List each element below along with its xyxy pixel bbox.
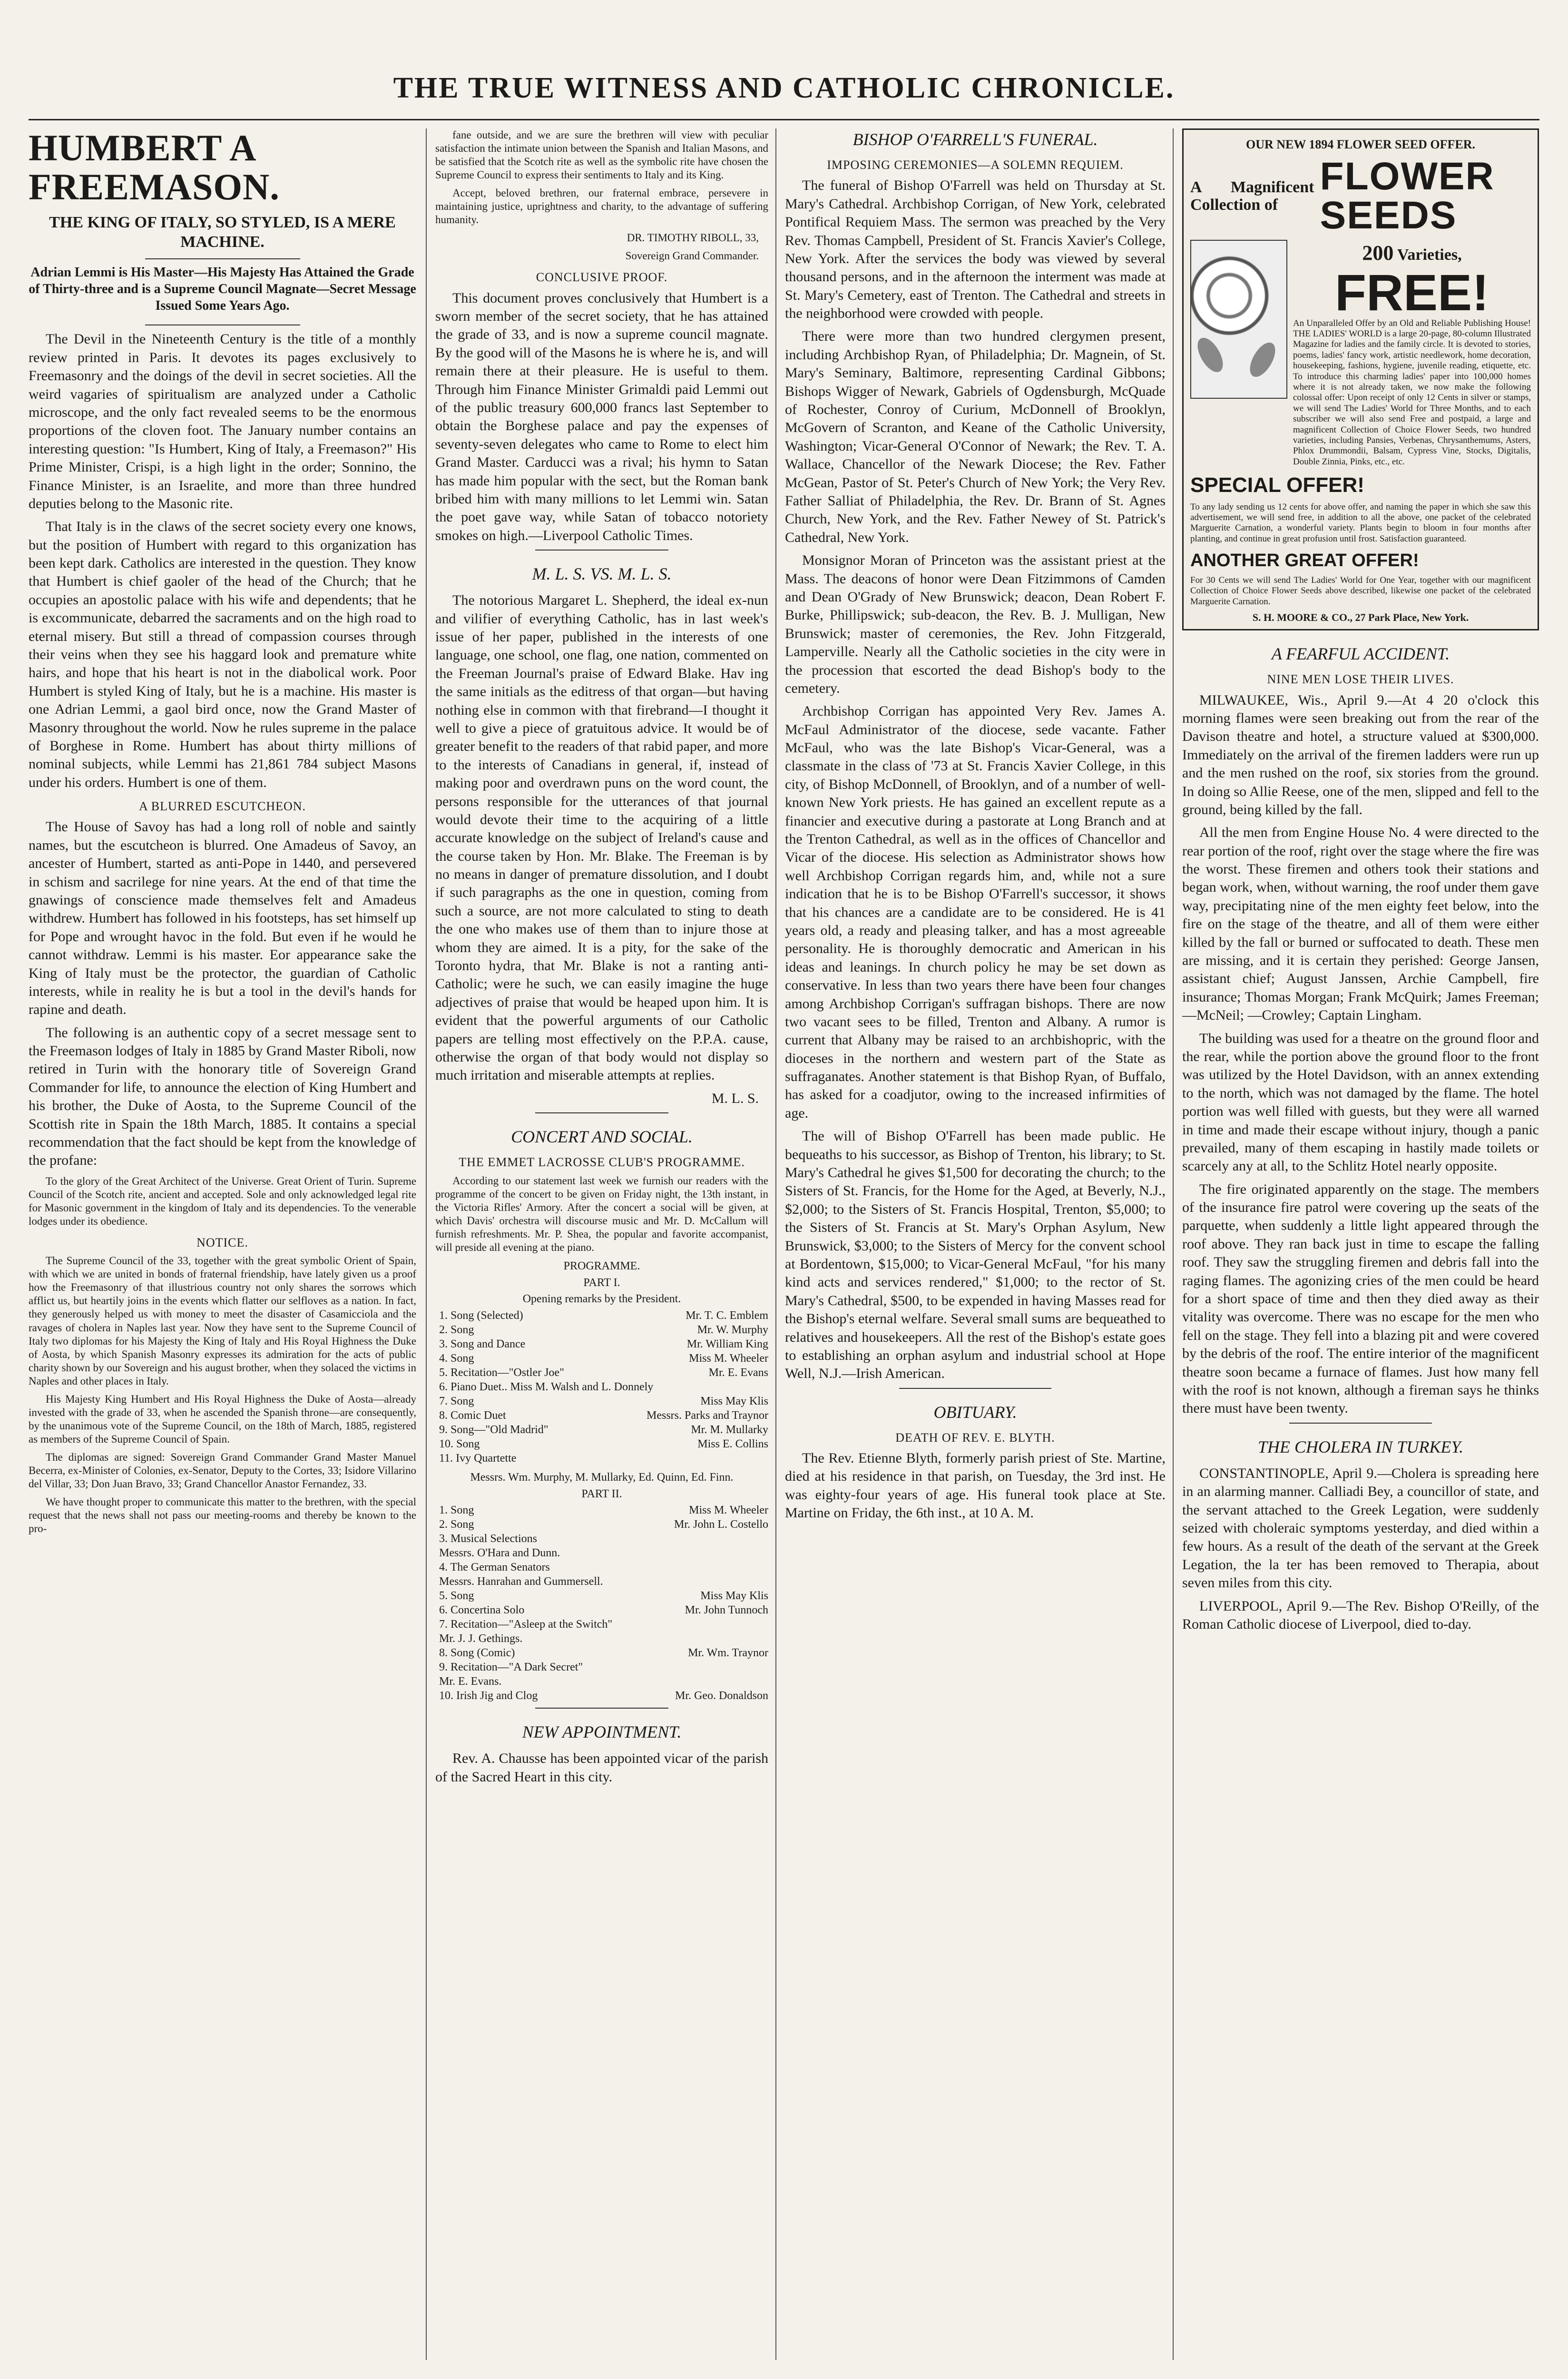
masthead: THE TRUE WITNESS AND CATHOLIC CHRONICLE.	[393, 72, 1175, 104]
article-subheadline: THE KING OF ITALY, SO STYLED, IS A MERE MACHINE.	[49, 213, 396, 251]
masthead-rule	[29, 119, 1539, 120]
programme-item	[439, 1394, 768, 1408]
programme-item	[439, 1689, 768, 1703]
programme-part: PART II.	[581, 1487, 622, 1500]
programme-item-title: 5. Recitation—"Ostler Joe"	[439, 1366, 564, 1379]
programme-item-performer: Messrs. Parks and Traynor	[646, 1409, 768, 1422]
ad-text: To any lady sending us 12 cents for above offer, and naming the paper in which she saw this advertisement, we will send free, in addition to all the above, one packet of the celebrated Marguerite Carnation, a wonderful variety. Plants begin to bloom in four months after planting, and continue in great profusion until frost. Satisfaction guaranteed.	[1190, 501, 1531, 544]
programme-item-title: 8. Comic Duet	[439, 1409, 506, 1422]
section-heading: DEATH OF REV. E. BLYTH.	[895, 1430, 1055, 1445]
programme-item	[439, 1574, 768, 1589]
paragraph: There were more than two hundred clergymen present, including Archbishop Ryan, of Philadelphia; Dr. Magnein, of St. Mary's Seminary, Baltimore, representing Cardinal Gibbons; Bishops Wigger of Newark, Gabriels of Ogdensburgh, McQuade of Rochester, Conroy of Curium, McDonnell of Brooklyn, McGovern of Scranton, and Keane of the Catholic University, Washington; Vicar-General O'Connor of Newark; the Rev. T. A. Wallace, Chancellor of the Newark Diocese; the Rev. Father McGean, Pastor of St. Peter's Church of New York; the Very Rev. Father Salliat of Philadelphia, the Rev. Dr. Brann of St. Agnes Church, New York, and the Rev. Father Newey of St. Patrick's Cathedral, New York.	[785, 328, 1166, 545]
paragraph: The diplomas are signed: Sovereign Grand Commander Grand Master Manuel Becerra, ex-Minister of Colonies, ex-Senator, Deputy to the Cortes, 33; Isidore Villarino del Villar, 33; Don Juan Bravo, 33; Grand Chancellor Anastor Fernandez, 33.	[29, 1451, 416, 1490]
programme-item-performer: Miss M. Wheeler	[689, 1504, 768, 1517]
ad-header	[1190, 157, 1531, 235]
programme-quartette: Messrs. Wm. Murphy, M. Mullarky, Ed. Quinn, Ed. Finn.	[470, 1471, 734, 1484]
programme-item	[439, 1660, 768, 1674]
programme-item-title: Messrs. Hanrahan and Gummersell.	[439, 1575, 603, 1588]
paragraph: The notorious Margaret L. Shepherd, the ideal ex-nun and vilifier of everything Catholic, has in last week's issue of her paper, published in the interests of one language, one school, one flag, one nation, commented on the Freeman Journal's praise of Edward Blake. Hav ing the same initials as the editress of that organ—but having nothing else in common with that firebrand—I thought it well to give a piece of gratuitous advice. It would be of greater benefit to the readers of that rabid paper, and more to the interests of Canadians in general, if, instead of making poor and overdrawn puns on the word count, the persons responsible for the utterances of that journal would devote their time to the acquiring of a little accurate knowledge on the subject of Ireland's cause and the course taken by Hon. Mr. Blake. The Freeman is by no means in danger of premature dissolution, and I doubt if such paragraphs as the one in question, coming from such a source, are not more calculated to sting to death the one who makes use of them than to injure those at whom they are aimed. It is a pity, for the sake of the Toronto hydra, that Mr. Blake is not a ranting anti-Catholic; were he such, we can easily imagine the huge adjectives of praise that would be heaped upon him. It is evident that the powerful arguments of our Catholic papers are telling most effectively on the P.P.A. cause, otherwise the organ of that body would not display so much irritation and miserable attempts at replies.	[435, 592, 768, 1083]
programme-item	[439, 1589, 768, 1603]
article-deck: NINE MEN LOSE THEIR LIVES.	[1267, 672, 1454, 687]
paragraph: LIVERPOOL, April 9.—The Rev. Bishop O'Reilly, of the Roman Catholic diocese of Liverpool, died to-day.	[1182, 1598, 1539, 1632]
programme-item	[439, 1451, 768, 1465]
programme-item	[439, 1351, 768, 1366]
programme-list	[435, 1308, 768, 1465]
programme-item-title: 10. Song	[439, 1437, 480, 1450]
divider	[899, 1388, 1051, 1389]
programme-item	[439, 1437, 768, 1451]
programme-item-performer: Mr. M. Mullarky	[691, 1423, 768, 1436]
ad-text: An Unparalleled Offer by an Old and Reliable Publishing House! THE LADIES' WORLD is a large 20-page, 80-column Illustrated Magazine for ladies and the family circle. It is devoted to stories, poems, ladies' fancy work, artistic needlework, home decoration, housekeeping, fashions, hygiene, juvenile reading, etiquette, etc. To introduce this charming ladies' paper into 100,000 homes where it is not already taken, we now make the following colossal offer: Upon receipt of only 12 Cents in silver or stamps, we will send The Ladies' World for Three Months, and to each subscriber we will also send Free and postpaid, a large and magnificent Collection of Choice Flower Seeds, two hundred varieties, including Pansies, Verbenas, Chrysanthemums, Asters, Phlox Drummondii, Balsam, Cypress Vine, Stocks, Digitalis, Double Zinnia, Pinks, etc., etc.	[1293, 318, 1531, 467]
paragraph: His Majesty King Humbert and His Royal Highness the Duke of Aosta—already invested with the grade of 33, when he ascended the Spanish throne—are consequently, by the unanimous vote of the Supreme Council, on the 18th of March, 1885, registered as members of the Supreme Council of Spain.	[29, 1393, 416, 1445]
divider	[145, 324, 300, 325]
section-heading: NEW APPOINTMENT.	[522, 1722, 682, 1742]
paragraph: The Supreme Council of the 33, together with the great symbolic Orient of Spain, with which we are united in bonds of fraternal friendship, have lately given us a proof how the Freemasonry of that illustrious country not only shares the sorrows which afflict us, but heartily joins in the events which flatter our selfloves as a nation. In fact, they generously helped us with money to meet the disaster of Casamicciola and the ravages of cholera in Naples last year. Now they have sent to the Supreme Council of Italy two diplomas for his Majesty the King of Italy and His Royal Highness the Duke of Aosta, by which Spanish Masonry expresses its admiration for the acts of public charity shown by our Sovereign and his august brother, when they solaced the victims in Naples and other places in Italy.	[29, 1255, 416, 1387]
ad-copy	[1293, 240, 1531, 467]
programme-item-title: 7. Recitation—"Asleep at the Switch"	[439, 1618, 613, 1631]
programme-item-performer: Mr. Geo. Donaldson	[675, 1690, 768, 1702]
paragraph: Accept, beloved brethren, our fraternal embrace, persevere in maintaining justice, uprightness and charity, to the advantage of suffering humanity.	[435, 187, 768, 226]
programme-item	[439, 1423, 768, 1437]
programme-item-performer: Mr. William King	[686, 1337, 768, 1350]
article-deck: Adrian Lemmi is His Master—His Majesty Has Attained the Grade of Thirty-three and is a Supreme Council Magnate—Secret Message Issued Some Years Ago.	[29, 265, 416, 314]
ad-special-offer: SPECIAL OFFER!	[1190, 473, 1364, 497]
programme-item	[439, 1408, 768, 1423]
section-heading: NOTICE.	[196, 1236, 248, 1250]
ad-free: FREE!	[1335, 263, 1489, 321]
paragraph: The following is an authentic copy of a secret message sent to the Freemason lodges of Italy in 1885 by Grand Master Riboli, now retired in Turin with the honorary title of Sovereign Grand Commander for life, to announce the election of King Humbert and his brother, the Duke of Aosta, to the Supreme Council of the Scottish rite in Spain the 18th March, 1885. It contains a special recommendation that the fact should be kept from the knowledge of the profane:	[29, 1024, 416, 1169]
programme-item-title: 7. Song	[439, 1395, 474, 1407]
programme-item-performer: Mr. John Tunnoch	[685, 1604, 768, 1617]
section-heading: THE CHOLERA IN TURKEY.	[1257, 1437, 1464, 1456]
ad-another-offer: ANOTHER GREAT OFFER!	[1190, 551, 1419, 571]
programme-item-title: 8. Song (Comic)	[439, 1647, 515, 1660]
programme-item	[439, 1380, 768, 1394]
programme-item-title: 4. The German Senators	[439, 1561, 550, 1574]
programme-item-title: Messrs. O'Hara and Dunn.	[439, 1547, 560, 1560]
ad-count: 200	[1362, 241, 1394, 265]
programme-item-title: 3. Musical Selections	[439, 1533, 537, 1545]
programme-item	[439, 1517, 768, 1532]
section-heading: OBITUARY.	[933, 1402, 1017, 1422]
ad-body	[1190, 240, 1531, 467]
signature: Sovereign Grand Commander.	[625, 250, 759, 262]
section-heading: BISHOP O'FARRELL'S FUNERAL.	[853, 130, 1098, 149]
paragraph: Archbishop Corrigan has appointed Very Rev. James A. McFaul Administrator of the diocese, sede vacante. Father McFaul, who was the late Bishop's Vicar-General, was a classmate in the class of '73 at St. Francis Xavier College, in this city, of Bishop McDonnell, of Brooklyn, and of a number of well-known New York priests. He has gained an excellent repute as a financier and executive during a pastorate at Long Branch and at the Trenton Cathedral, as well as in the offices of Chancellor and Vicar of the diocese. His selection as Administrator shows how well Archbishop Corrigan regards him, and, while not a sure indication that he is to be Bishop O'Farrell's successor, it shows that his chances are a candidate are to be considered. He is 41 years old, a ready and pleasing talker, and has a most agreeable personality. He is thoroughly democratic and American in his ideas and leanings. In church policy he may be set down as conservative. In less than two years there have been four changes among Archbishop Corrigan's suffragan bishops. There are now two vacant sees to be filled, Trenton and Albany. A rumor is current that Albany may be raised to an archbishopric, with the dioceses in the northern and western part of the State as suffraganates. Another statement is that Bishop Ryan, of Buffalo, has asked for a coadjutor, owing to the increased infirmities of age.	[785, 703, 1166, 1121]
paragraph: The Rev. Etienne Blyth, formerly parish priest of Ste. Martine, died at his residence in that parish, on Tuesday, the 3rd inst. He was eighty-four years of age. His funeral took place at Ste. Martine on Friday, the 6th inst., at 10 A. M.	[785, 1450, 1166, 1521]
programme-item-performer: Mr. John L. Costello	[674, 1518, 768, 1531]
paragraph: The funeral of Bishop O'Farrell was held on Thursday at St. Mary's Cathedral. Archbishop Corrigan, of New York, celebrated Pontifical Requiem Mass. The sermon was preached by the Very Rev. Thomas Campbell, President of St. Francis Xavier's College, New York. After the services the body was viewed by several thousand persons, and in the afternoon the interment was made at St. Mary's Cemetery, east of Trenton. The Cathedral and streets in the neighborhood were crowded with people.	[785, 177, 1166, 322]
section-heading: M. L. S. VS. M. L. S.	[532, 564, 672, 584]
programme-item-title: 11. Ivy Quartette	[439, 1452, 517, 1465]
programme-item	[439, 1617, 768, 1632]
paragraph: The fire originated apparently on the stage. The members of the insurance fire patrol were covering up the seats of the parquette, when suddenly a little light appeared through the roof above. They ran back just in time to escape the falling roof. They saw the struggling firemen and debris fall into the raging flames. The agonizing cries of the men could be heard for a short space of time and then they died away as their vitality was overcome. There was no escape for the men who fell on the stage. They fell into a blazing pit and were covered by the debris of the roof. The entire interior of the magnificent theatre soon became a furnace of flames. Just how many fell with the roof is not known, although a fireman says he thinks there must have been twenty.	[1182, 1181, 1539, 1416]
programme-item-title: 2. Song	[439, 1518, 474, 1531]
paragraph: The building was used for a theatre on the ground floor and the rear, while the portion above the ground floor to the front was utilized by the Hotel Davidson, with an annex extending to the north, which was not damaged by the flame. The hotel portion was well filled with guests, but they were all warned in time and made their escape without injury, though a panic prevailed, many of them escaping in hastily made toilets or scarcely any at all, to the Schlitz Hotel nearly opposite.	[1182, 1030, 1539, 1174]
paragraph: The House of Savoy has had a long roll of noble and saintly names, but the escutcheon is blurred. One Amadeus of Savoy, an ancester of Humbert, started as anti-Pope in 1440, and persevered in schism and sacrilege for nine years. At the end of that time the gnawings of conscience made themselves felt and Amadeus withdrew. Humbert has followed in his footsteps, has set himself up for Pope and wrought havoc in the fold. But even if he would he cannot withdraw. Lemmi is his master. Eor appearance sake the King of Italy must be the protector, the guardian of Catholic interests, while in reality he is but a tool in the devil's hands for rapine and death.	[29, 819, 416, 1018]
flower-illustration-icon	[1190, 240, 1287, 399]
programme-item-performer: Mr. W. Murphy	[697, 1323, 768, 1336]
programme-item	[439, 1560, 768, 1574]
programme-item-performer: Mr. T. C. Emblem	[686, 1309, 768, 1322]
section-heading: A FEARFUL ACCIDENT.	[1271, 644, 1450, 664]
paragraph: The Devil in the Nineteenth Century is the title of a monthly review printed in Paris. It devotes its pages exclusively to Freemasonry and the doings of the devil in secret societies. All the weird vagaries of spiritualism are analyzed under a Catholic microscope, and the only fact revealed seems to be the enormous proportions of the cloven foot. The January number contains an interesting question: "Is Humbert, King of Italy, a Freemason?" His Prime Minister, Crispi, is a high light in the order; Sonnino, the Finance Minister, is an Israelite, and more than three hundred deputies belong to the Masonic rite.	[29, 331, 416, 511]
programme-item-title: 9. Song—"Old Madrid"	[439, 1423, 549, 1436]
paragraph: We have thought proper to communicate this matter to the brethren, with the special request that the news shall not pass our meeting-rooms and thereby be known to the pro-	[29, 1496, 416, 1535]
programme-title: PROGRAMME.	[563, 1259, 640, 1272]
paragraph: CONSTANTINOPLE, April 9.—Cholera is spreading here in an alarming manner. Calliadi Bey, a councillor of state, and the servant attached to the Greek Legation, were suddenly seized with choleraic symptoms yesterday, and died within a few hours. As a result of the death of the servant at the Greek Legation, the la ter has been removed to Therapia, about seven miles from this city.	[1182, 1465, 1539, 1591]
divider	[145, 258, 300, 259]
paragraph: Monsignor Moran of Princeton was the assistant priest at the Mass. The deacons of honor were Dean Fitzimmons of Camden and Dean O'Grady of New Brunswick; deacon, Dean Robert F. Burke, Phillipswick; sub-deacon, the Rev. B. J. Mulligan, New Brunswick; master of ceremonies, the Rev. John Fitzgerald, Lamperville. Nearly all the Catholic societies in the city were in the procession that escorted the dead Bishop's body to the cemetery.	[785, 552, 1166, 696]
programme-item	[439, 1366, 768, 1380]
paragraph: fane outside, and we are sure the brethren will view with peculiar satisfaction the intimate union between the Spanish and Italian Masons, and be satisfied that the Scotch rite as well as the symbolic rite have chosen the Supreme Council to express their sentiments to Italy and its King.	[435, 129, 768, 181]
programme-part: PART I.	[583, 1276, 620, 1289]
section-heading: THE EMMET LACROSSE CLUB'S PROGRAMME.	[459, 1155, 745, 1170]
ad-top-line: OUR NEW 1894 FLOWER SEED OFFER.	[1245, 138, 1475, 151]
programme-item-performer: Miss E. Collins	[697, 1437, 768, 1450]
programme-item-performer: Miss May Klis	[700, 1395, 768, 1407]
programme-item	[439, 1674, 768, 1689]
programme-item-performer: Miss May Klis	[700, 1590, 768, 1602]
ad-text: For 30 Cents we will send The Ladies' World for One Year, together with our magnificent Collection of Choice Flower Seeds above described, likewise one packet of the celebrated Marguerite Carnation.	[1190, 575, 1531, 607]
programme-item	[439, 1603, 768, 1617]
programme-item-performer: Mr. E. Evans	[708, 1366, 768, 1379]
programme-item-title: 6. Piano Duet.. Miss M. Walsh and L. Donnely	[439, 1380, 654, 1393]
article-deck: IMPOSING CEREMONIES—A SOLEMN REQUIEM.	[827, 158, 1124, 172]
programme-item	[439, 1632, 768, 1646]
programme-item-title: 2. Song	[439, 1323, 474, 1336]
ad-collection: A Magnificent Collection of	[1190, 178, 1314, 214]
programme-opening: Opening remarks by the President.	[522, 1293, 681, 1306]
programme-item-title: Mr. E. Evans.	[439, 1675, 502, 1688]
ad-footer: S. H. MOORE & CO., 27 Park Place, New York.	[1252, 611, 1469, 624]
programme-item	[439, 1323, 768, 1337]
column-2	[435, 128, 768, 2365]
programme-item	[439, 1532, 768, 1546]
programme-item	[439, 1503, 768, 1517]
divider	[535, 1708, 668, 1709]
column-3	[785, 128, 1166, 2365]
programme-item-performer: Miss M. Wheeler	[689, 1352, 768, 1365]
flower-seed-advertisement	[1182, 128, 1539, 630]
programme-list	[435, 1503, 768, 1703]
programme-item	[439, 1308, 768, 1323]
section-heading: CONCERT AND SOCIAL.	[511, 1127, 693, 1147]
programme-item-performer: Mr. Wm. Traynor	[688, 1647, 768, 1660]
programme-item	[439, 1646, 768, 1660]
section-heading: A BLURRED ESCUTCHEON.	[138, 799, 306, 814]
ad-free-block	[1293, 240, 1531, 321]
programme-item	[439, 1337, 768, 1351]
paragraph: The will of Bishop O'Farrell has been made public. He bequeaths to his successor, as Bishop of Trenton, his library; to St. Mary's Cathedral he gives $1,500 for decorating the church; to the Sisters of St. Francis, for the Home for the Aged, at Beverly, N.J., $2,000; to the Sisters of St. Francis Hospital, Trenton, $5,000; to the Sisters of St. Francis at St. Mary's Orphan Asylum, New Brunswick, $3,000; to the Sisters of Mercy for the convent school at Bordentown, $15,000; to Vicar-General McFaul, "for his many kind acts and services rendered," $1,000; to the rector of St. Mary's Cathedral, $500, to be expended in having Masses read for the Bishop's eternal welfare. Several small sums are bequeathed to relatives and housekeepers. All the rest of the Bishop's estate goes to establishing an orphan asylum and industrial school at Hope Well, N.J.—Irish American.	[785, 1128, 1166, 1382]
paragraph: Rev. A. Chausse has been appointed vicar of the parish of the Sacred Heart in this city.	[435, 1750, 768, 1785]
paragraph: That Italy is in the claws of the secret society every one knows, but the position of Humbert with regard to this organization has been kept dark. Catholics are interested in the question. They know that Humbert is chief gaoler of the head of the Church; that he occupies an apostolic palace with his wife and dependents; that he is excommunicate, debarred the sacraments and on the high road to eternal misery. But still a thread of compassion courses through their veins when they see his haggard look and premature white hairs, and hope that his heart is not in the diabolical work. Poor Humbert is styled King of Italy, but he is a machine. His master is one Adrian Lemmi, a gaol bird once, now the Grand Master of Masonry throughout the world. Now he rules supreme in the palace of Borghese in Rome. Humbert has about thirty millions of nominal subjects, while Lemmi has 21,861 784 subject Masons under his orders. Humbert is one of them.	[29, 519, 416, 790]
programme-item-title: 5. Song	[439, 1590, 474, 1602]
divider	[535, 550, 668, 551]
programme-item-title: 1. Song (Selected)	[439, 1309, 523, 1322]
programme-item-title: Mr. J. J. Gethings.	[439, 1632, 523, 1645]
divider	[535, 1112, 668, 1113]
ad-flower-seeds: FLOWER SEEDS	[1320, 155, 1495, 237]
programme-item-title: 1. Song	[439, 1504, 474, 1517]
signature: M. L. S.	[711, 1090, 759, 1106]
article-headline: HUMBERT A FREEMASON.	[29, 128, 280, 207]
column-separator	[1173, 128, 1174, 2360]
column-separator	[426, 128, 427, 2360]
column-separator	[775, 128, 776, 2360]
paragraph: This document proves conclusively that Humbert is a sworn member of the secret society, that he has attained the grade of 33, and is now a supreme council magnate. By the good will of the Masons he is where he is, and will remain there at their pleasure. He is useful to them. Through him Finance Minister Grimaldi paid Lemmi out of the public treasury 600,000 francs last September to obtain the Borghese palace and pay the expenses of seventy-seven delegates who came to Rome to elect him Grand Master. Carducci was a rival; his hymn to Satan has made him popular with the sect, but the Roman bank bribed him with many millions to let Lemmi win. Satan the poet gave way, while Satan of tobacco notoriety smokes on high.—Liverpool Catholic Times.	[435, 290, 768, 543]
section-heading: CONCLUSIVE PROOF.	[536, 270, 668, 285]
column-1	[29, 128, 416, 2365]
programme-item	[439, 1546, 768, 1560]
programme-item-title: 6. Concertina Solo	[439, 1604, 525, 1617]
ad-varieties: Varieties,	[1397, 246, 1462, 264]
programme-item-title: 9. Recitation—"A Dark Secret"	[439, 1661, 583, 1674]
divider	[1289, 1423, 1432, 1424]
column-4	[1182, 128, 1539, 2365]
paragraph: All the men from Engine House No. 4 were directed to the rear portion of the roof, right over the stage where the fire was the worst. These firemen and others took their stations and began work, when, without warning, the roof under them gave way, precipitating nine of the men eighty feet below, into the fire on the stage of the theatre, and all of them were either killed by the fall or burned or suffocated to death. These men are missing, and it is certain they perished: George Jansen, assistant chief; August Janssen, Archie Campbell, fire insurance; Thomas Morgan; Frank McQuirk; James Freeman; —McNeil; —Crowley; Captain Lingham.	[1182, 825, 1539, 1023]
programme-item-title: 10. Irish Jig and Clog	[439, 1690, 538, 1702]
programme-item-title: 3. Song and Dance	[439, 1337, 526, 1350]
paragraph: To the glory of the Great Architect of the Universe. Great Orient of Turin. Supreme Council of the Scotch rite, ancient and accepted. Sole and only acknowledged legal rite for Masonic government in the kingdom of Italy and its dependencies. To the venerable lodges under its obedience.	[29, 1175, 416, 1227]
paragraph: According to our statement last week we furnish our readers with the programme of the concert to be given on Friday night, the 13th instant, in the Victoria Rifles' Armory. After the concert a social will be given, at which Davis' orchestra will discourse music and Mr. D. McCallum will furnish refreshments. Mr. P. Shea, the popular and favorite accompanist, will preside all evening at the piano.	[435, 1174, 768, 1253]
programme-item-title: 4. Song	[439, 1352, 474, 1365]
paragraph: MILWAUKEE, Wis., April 9.—At 4 20 o'clock this morning flames were seen breaking out from the rear of the Davison theatre and hotel, a structure valued at $300,000. Immediately on the arrival of the firemen ladders were run up and the men rushed on the roof, six stories from the ground. In doing so Allie Reese, one of the men, slipped and fell to the ground, being killed by the fall.	[1182, 692, 1539, 817]
signature: DR. TIMOTHY RIBOLL, 33,	[627, 232, 759, 244]
